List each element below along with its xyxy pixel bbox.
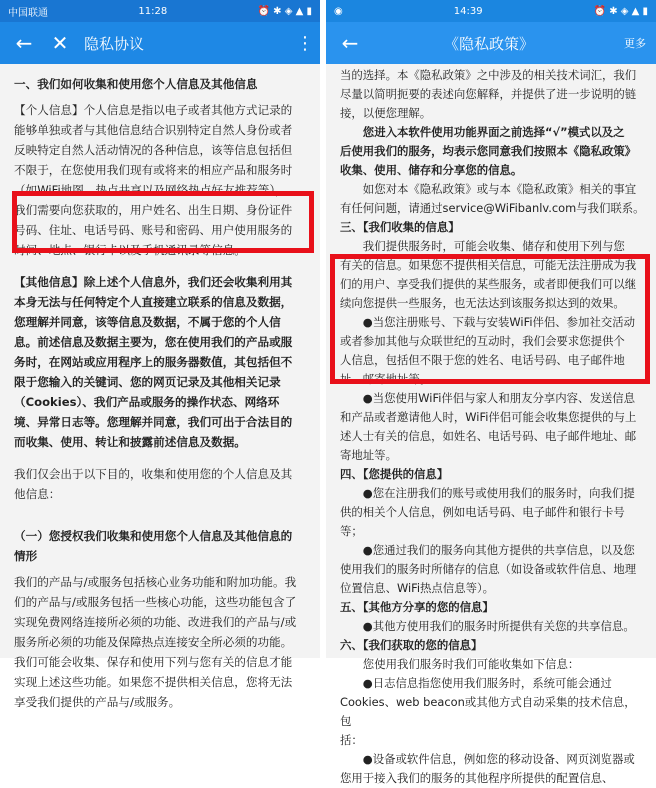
- text-line: Cookies、web beacon或其他方式自动采集的技术信息，包: [340, 695, 636, 728]
- text-line: ●日志信息指您使用我们服务时，系统可能会通过: [362, 676, 612, 690]
- text-line: 号码、住址、电话号码、账号和密码、用户使用服务的: [14, 223, 293, 237]
- text-line: 享受我们提供的产品与/或服务。: [14, 695, 181, 709]
- text-line: 我们需要向您获取的，用户姓名、出生日期、身份证件: [14, 203, 293, 217]
- text-line: 我们提供服务时，可能会收集、储存和使用下列与您: [362, 239, 625, 253]
- app-bar: [0, 22, 320, 64]
- status-time: 14:39: [453, 5, 483, 17]
- privacy-policy-text: [326, 64, 656, 788]
- notification-icon: ◉: [334, 5, 343, 17]
- text-line: 【其他信息】除上述个人信息外，我们还会收集利用其: [14, 275, 293, 289]
- more-options-icon[interactable]: ⋮: [296, 32, 314, 54]
- left-phone-screen: [0, 0, 320, 709]
- text-line: 如您对本《隐私政策》或与本《隐私政策》相关的事宜: [362, 182, 637, 196]
- text-line: 【个人信息】个人信息是指以电子或者其他方式记录的: [14, 103, 293, 117]
- text-line: 接，以便您理解。: [340, 106, 432, 120]
- privacy-agreement-text: [0, 64, 320, 712]
- status-bar: [0, 0, 320, 22]
- text-line: 不限于，在您使用我们现有或将来的相应产品和服务时: [14, 163, 293, 177]
- text-line: 实现免费网络连接所必须的功能、改进我们的产品与/或: [14, 615, 297, 629]
- section-heading: 六、【我们获取的您的信息】: [340, 638, 483, 652]
- text-line: 址、邮寄地址等。: [340, 372, 432, 386]
- text-line: 述人士有关的信息，如姓名、电话号码、电子邮件地址、邮: [340, 429, 637, 443]
- more-button[interactable]: 更多: [624, 37, 646, 50]
- text-line: 或者参加其他与众联世纪的互动时，我们会要求您提供个: [340, 334, 625, 348]
- text-line: 息。前述信息及数据主要为，您在使用我们的产品或服: [14, 335, 293, 349]
- text-line: 尽量以简明扼要的表述向您解释，并提供了进一步说明的链: [340, 87, 637, 101]
- text-line: 后使用我们的服务，均表示您同意我们按照本《隐私政策》: [340, 144, 637, 158]
- text-line: 境、异常日志等。您理解并同意，我们可出于合法目的: [14, 415, 293, 429]
- close-icon[interactable]: ✕: [51, 31, 69, 55]
- section-heading: 四、【您提供的信息】: [340, 467, 449, 481]
- text-line: 寄地址等。: [340, 448, 397, 462]
- carrier-label: 中国联通: [8, 7, 48, 19]
- text-line: 我们可能会收集、保存和使用下列与您有关的信息才能: [14, 655, 293, 669]
- text-line: ●设备或软件信息，例如您的移动设备、网页浏览器或: [362, 752, 635, 766]
- text-line: 我们仅会出于以下目的，收集和使用您的个人信息及其: [14, 467, 293, 481]
- text-line: 位置信息、WiFi热点信息等）。: [340, 581, 495, 595]
- section-heading: 一、我们如何收集和使用您个人信息及其他信息: [14, 77, 258, 91]
- text-line: 实现上述这些功能。如果您不提供相关信息，您将无法: [14, 675, 293, 689]
- text-line: 我们的产品与/或服务包括核心业务功能和附加功能。我: [14, 575, 297, 589]
- status-icons: ⏰ ✱ ◈ ▲ ▮: [593, 5, 648, 17]
- text-line: （Cookies）、我们产品或服务的操作状态、网络环: [14, 395, 280, 409]
- page-title: 《隐私政策》: [443, 34, 534, 53]
- text-line: 有任何问题，请通过service@WiFibanlv.com与我们联系。: [340, 201, 645, 215]
- text-line: 们的用户、享受我们提供的某些服务，或者即便我们可以继: [340, 277, 637, 291]
- text-line: 他信息：: [14, 487, 61, 501]
- text-line: 和产品或者邀请他人时，WiFi伴侣可能会收集您提供的与上: [340, 410, 637, 424]
- section-heading: 三、【我们收集的信息】: [340, 220, 460, 234]
- text-line: ●您在注册我们的账号或使用我们的服务时，向我们提: [362, 486, 635, 500]
- text-line: 括：: [340, 733, 363, 747]
- text-line: 您用于接入我们的服务的其他程序所提供的配置信息、: [340, 771, 614, 785]
- text-line: 您理解并同意，该等信息及数据，不属于您的个人信: [14, 315, 281, 329]
- text-line: 您使用我们服务时我们可能收集如下信息：: [362, 657, 580, 671]
- text-line: 供的相关个人信息，例如电话号码、电子邮件和银行卡号: [340, 505, 625, 519]
- text-line: 限于您输入的关键词、您的网页记录及其他相关记录: [14, 375, 281, 389]
- text-line: ●其他方使用我们的服务时所提供有关您的共享信息。: [362, 619, 635, 633]
- text-line: ●当您使用WiFi伴侣与家人和朋友分享内容、发送信息: [362, 391, 636, 405]
- back-arrow-icon[interactable]: ←: [341, 31, 359, 55]
- status-icons: ⏰ ✱ ◈ ▲ ▮: [257, 5, 312, 17]
- text-line: 时间、地点、银行卡以及手机通讯录等信息。: [14, 243, 246, 257]
- app-bar: [326, 22, 656, 64]
- text-line: 人信息，包括但不限于您的姓名、电话号码、电子邮件地: [340, 353, 625, 367]
- section-heading: 五、【其他方分享的您的信息】: [340, 600, 494, 614]
- text-line: 服务所必须的功能及保障热点连接安全所必须的功能。: [14, 635, 293, 649]
- back-arrow-icon[interactable]: ←: [15, 31, 33, 55]
- text-line: 等；: [340, 524, 363, 538]
- text-line: 当的选择。本《隐私政策》之中涉及的相关技术词汇，我们: [340, 68, 637, 82]
- status-time: 11:28: [138, 5, 168, 17]
- text-line: ●您通过我们的服务向其他方提供的共享信息，以及您: [362, 543, 635, 557]
- text-line: ●当您注册账号、下载与安装WiFi伴侣、参加社交活动: [362, 315, 636, 329]
- text-line: 反映特定自然人活动情况的各种信息，该等信息包括但: [14, 143, 293, 157]
- text-line: 务时，在网站或应用程序上的服务器数值，其包括但不: [14, 355, 293, 369]
- subsection-heading: 情形: [14, 549, 38, 563]
- text-line: 使用我们的服务时所储存的信息（如设备或软件信息、地理: [340, 562, 637, 576]
- text-line: 收集、使用、储存和分享您的信息。: [340, 163, 523, 177]
- text-line: 们的产品与/或服务包括一些核心功能，这些功能包含了: [14, 595, 297, 609]
- text-line: 能够单独或者与其他信息结合识别特定自然人身份或者: [14, 123, 293, 137]
- text-line: 续向您提供一些服务，也无法达到该服务拟达到的效果。: [340, 296, 625, 310]
- text-line: 有关的信息。如果您不提供相关信息，可能无法注册成为我: [340, 258, 637, 272]
- text-line: （如WiFi地图、热点共享以及网络热点好友推荐等），: [14, 183, 287, 197]
- text-line: 而收集、使用、转让和披露前述信息及数据。: [14, 435, 246, 449]
- text-line: 您进入本软件使用功能界面之前选择“√”模式以及之: [362, 125, 625, 139]
- subsection-heading: （一）您授权我们收集和使用您个人信息及其他信息的: [14, 529, 293, 543]
- status-bar: [326, 0, 656, 22]
- text-line: 本身无法与任何特定个人直接建立联系的信息及数据，: [14, 295, 293, 309]
- right-phone-screen: [326, 0, 656, 785]
- page-title: 隐私协议: [84, 34, 145, 53]
